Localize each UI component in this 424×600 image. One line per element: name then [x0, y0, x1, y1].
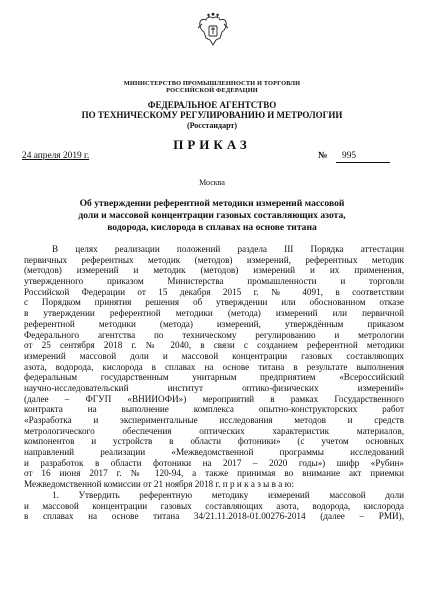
body-line: В целях реализации положений раздела III Порядка аттестации [52, 244, 404, 254]
body-line: метрологического обеспечения оптических характеристик материалов, [24, 425, 404, 436]
body-line: научно-исследовательский институт оптико-физических измерений» [24, 382, 404, 393]
body-line: федеральным государственным унитарным предприятием «Всероссийский [24, 372, 404, 383]
agency-name-line-1: ФЕДЕРАЛЬНОЕ АГЕНТСТВО [147, 100, 277, 110]
body-line: азота, водорода, кислорода в сплавах на основе титана в результате выполнения [24, 361, 404, 372]
city: Москва [199, 178, 225, 187]
body-line: утвержденного приказом Министерства промышленности и торговли [24, 276, 404, 287]
title-line: доли и массовой концентрации газовых составляющих азота, [78, 210, 346, 221]
body-line: от 25 сентября 2018 г. № 2040, в связи с созданием референтной методики [24, 340, 404, 351]
ministry-name-line-1: МИНИСТЕРСТВО ПРОМЫШЛЕННОСТИ И ТОРГОВЛИ [123, 80, 301, 87]
body-line: 1. Утвердить референтную методику измерений массовой доли [52, 489, 404, 500]
body-line: с Порядком принятия решения об утверждении или обоснованном отказе [24, 297, 404, 308]
number-sign: № [318, 151, 328, 161]
ministry-name-line-2: РОССИЙСКОЙ ФЕДЕРАЦИИ [166, 87, 258, 94]
body-line: (далее – ФГУП «ВНИИОФИ») мероприятий в рамках Государственного [24, 393, 404, 404]
body-line: (методов) измерений и методик (методов) измерений и их применения, [24, 265, 404, 276]
document-type: ПРИКАЗ [173, 137, 251, 152]
body-line: Российской Федерации от 15 декабря 2015 г. № 4091, в соответствии [24, 286, 404, 297]
body-line: Межведомственной комиссии от 21 ноября 2018 г. п р и к а з ы в а ю: [24, 479, 295, 490]
body-line: контракта на выполнение комплекса опытно-конструкторских работ [24, 404, 404, 415]
body-line: направлений реализации «Межведомственной программы исследований [24, 447, 404, 458]
body-line: первичных референтных методик (методов) измерений, референтных методик [24, 254, 404, 265]
order-number: 995 [336, 151, 390, 163]
body-line: измерений массовой доли и массовой концентрации газовых составляющих [24, 350, 404, 361]
agency-short-name: (Росстандарт) [186, 121, 238, 130]
body-line: от 16 июня 2017 г. № 120-94, а также принимая во внимание акт приемки [24, 468, 404, 479]
body-line: «Разработка и экспериментальные исследования методов и средств [24, 415, 404, 425]
body-line: Федерального агентства по техническому регулированию и метрологии [24, 329, 404, 340]
body-line: компонентов и устройств в области фотоники» (с учетом основных [24, 436, 404, 447]
agency-name-line-2: ПО ТЕХНИЧЕСКОМУ РЕГУЛИРОВАНИЮ И МЕТРОЛОГИИ [81, 110, 343, 120]
order-body [24, 244, 404, 522]
order-title [50, 198, 374, 234]
coat-of-arms-emblem-icon [196, 12, 230, 50]
body-line: и разработок в области фотоники на 2017 – 2020 годы») шифр «Рубин» [24, 457, 404, 468]
title-line: водорода, кислорода в сплавах на основе титана [107, 222, 317, 233]
title-line: Об утверждении референтной методики измерений массовой [79, 198, 345, 209]
body-line: в сплавах на основе титана 34/21.11.2018-01.00276-2014 (далее – РМИ), [24, 511, 404, 522]
body-line: референтной методики (метода) измерений, утверждённым приказом [24, 318, 404, 329]
body-line: и массовой концентрации газовых составляющих азота, водорода, кислорода [24, 500, 404, 511]
order-date: 24 апреля 2019 г. [22, 151, 90, 161]
body-line: в утверждении референтной методики (метода) измерений или первичной [24, 308, 404, 319]
